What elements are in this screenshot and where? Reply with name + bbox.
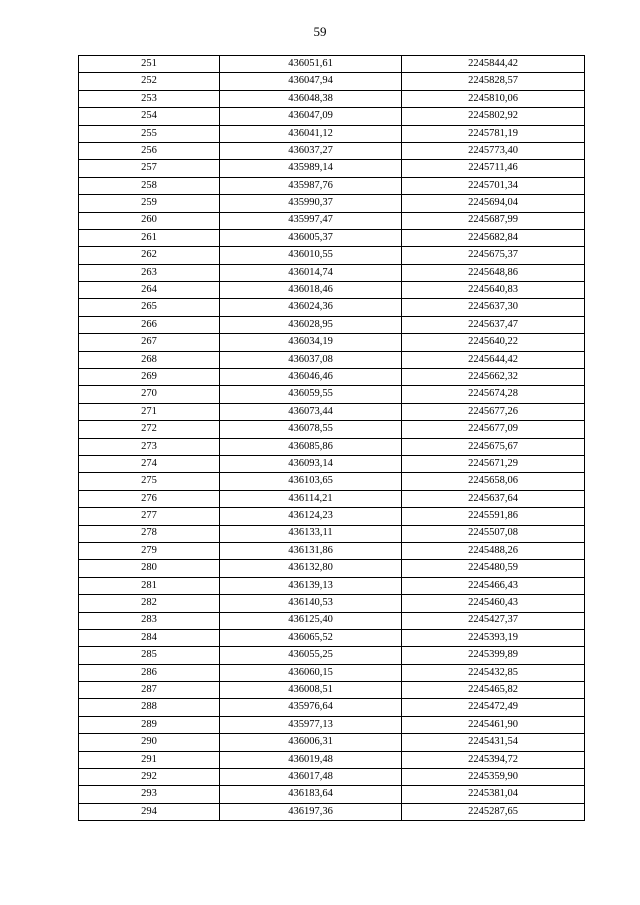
point-number-cell: 272 — [79, 421, 220, 438]
table-row — [79, 177, 585, 194]
x-coordinate-cell: 436047,94 — [220, 73, 402, 90]
table-row — [79, 421, 585, 438]
point-number-cell: 252 — [79, 73, 220, 90]
point-number-cell: 269 — [79, 369, 220, 386]
table-row — [79, 542, 585, 559]
point-number-cell: 262 — [79, 247, 220, 264]
table-row — [79, 769, 585, 786]
y-coordinate-cell: 2245844,42 — [402, 56, 585, 73]
x-coordinate-cell: 436093,14 — [220, 455, 402, 472]
point-number-cell: 261 — [79, 229, 220, 246]
x-coordinate-cell: 436131,86 — [220, 542, 402, 559]
table-row — [79, 751, 585, 768]
point-number-cell: 271 — [79, 403, 220, 420]
point-number-cell: 251 — [79, 56, 220, 73]
y-coordinate-cell: 2245677,09 — [402, 421, 585, 438]
x-coordinate-cell: 436140,53 — [220, 595, 402, 612]
x-coordinate-cell: 436037,08 — [220, 351, 402, 368]
coordinates-table-body — [79, 56, 585, 821]
point-number-cell: 255 — [79, 125, 220, 142]
x-coordinate-cell: 436006,31 — [220, 734, 402, 751]
x-coordinate-cell: 436125,40 — [220, 612, 402, 629]
point-number-cell: 257 — [79, 160, 220, 177]
table-row — [79, 316, 585, 333]
point-number-cell: 280 — [79, 560, 220, 577]
table-row — [79, 716, 585, 733]
table-row — [79, 647, 585, 664]
table-row — [79, 803, 585, 820]
point-number-cell: 256 — [79, 142, 220, 159]
y-coordinate-cell: 2245399,89 — [402, 647, 585, 664]
table-row — [79, 90, 585, 107]
x-coordinate-cell: 436073,44 — [220, 403, 402, 420]
y-coordinate-cell: 2245640,22 — [402, 334, 585, 351]
table-row — [79, 369, 585, 386]
y-coordinate-cell: 2245393,19 — [402, 629, 585, 646]
y-coordinate-cell: 2245637,64 — [402, 490, 585, 507]
y-coordinate-cell: 2245677,26 — [402, 403, 585, 420]
table-row — [79, 664, 585, 681]
table-row — [79, 490, 585, 507]
point-number-cell: 258 — [79, 177, 220, 194]
y-coordinate-cell: 2245637,30 — [402, 299, 585, 316]
y-coordinate-cell: 2245472,49 — [402, 699, 585, 716]
x-coordinate-cell: 436018,46 — [220, 282, 402, 299]
y-coordinate-cell: 2245701,34 — [402, 177, 585, 194]
table-row — [79, 682, 585, 699]
table-row — [79, 212, 585, 229]
point-number-cell: 292 — [79, 769, 220, 786]
table-row — [79, 525, 585, 542]
table-row — [79, 229, 585, 246]
point-number-cell: 274 — [79, 455, 220, 472]
point-number-cell: 287 — [79, 682, 220, 699]
table-row — [79, 455, 585, 472]
point-number-cell: 293 — [79, 786, 220, 803]
x-coordinate-cell: 436046,46 — [220, 369, 402, 386]
y-coordinate-cell: 2245644,42 — [402, 351, 585, 368]
x-coordinate-cell: 436133,11 — [220, 525, 402, 542]
y-coordinate-cell: 2245658,06 — [402, 473, 585, 490]
point-number-cell: 266 — [79, 316, 220, 333]
y-coordinate-cell: 2245682,84 — [402, 229, 585, 246]
table-row — [79, 282, 585, 299]
coordinates-table — [78, 55, 585, 821]
y-coordinate-cell: 2245675,37 — [402, 247, 585, 264]
x-coordinate-cell: 436065,52 — [220, 629, 402, 646]
table-row — [79, 334, 585, 351]
y-coordinate-cell: 2245694,04 — [402, 195, 585, 212]
x-coordinate-cell: 436034,19 — [220, 334, 402, 351]
x-coordinate-cell: 436132,80 — [220, 560, 402, 577]
point-number-cell: 282 — [79, 595, 220, 612]
x-coordinate-cell: 435987,76 — [220, 177, 402, 194]
y-coordinate-cell: 2245287,65 — [402, 803, 585, 820]
point-number-cell: 286 — [79, 664, 220, 681]
x-coordinate-cell: 436014,74 — [220, 264, 402, 281]
table-row — [79, 629, 585, 646]
x-coordinate-cell: 436008,51 — [220, 682, 402, 699]
y-coordinate-cell: 2245674,28 — [402, 386, 585, 403]
table-row — [79, 299, 585, 316]
point-number-cell: 294 — [79, 803, 220, 820]
table-row — [79, 56, 585, 73]
x-coordinate-cell: 436060,15 — [220, 664, 402, 681]
y-coordinate-cell: 2245640,83 — [402, 282, 585, 299]
y-coordinate-cell: 2245507,08 — [402, 525, 585, 542]
y-coordinate-cell: 2245675,67 — [402, 438, 585, 455]
y-coordinate-cell: 2245637,47 — [402, 316, 585, 333]
y-coordinate-cell: 2245427,37 — [402, 612, 585, 629]
point-number-cell: 270 — [79, 386, 220, 403]
point-number-cell: 277 — [79, 508, 220, 525]
point-number-cell: 259 — [79, 195, 220, 212]
point-number-cell: 275 — [79, 473, 220, 490]
table-row — [79, 786, 585, 803]
table-row — [79, 699, 585, 716]
point-number-cell: 278 — [79, 525, 220, 542]
x-coordinate-cell: 436017,48 — [220, 769, 402, 786]
point-number-cell: 290 — [79, 734, 220, 751]
y-coordinate-cell: 2245648,86 — [402, 264, 585, 281]
table-row — [79, 351, 585, 368]
y-coordinate-cell: 2245662,32 — [402, 369, 585, 386]
y-coordinate-cell: 2245810,06 — [402, 90, 585, 107]
y-coordinate-cell: 2245671,29 — [402, 455, 585, 472]
y-coordinate-cell: 2245591,86 — [402, 508, 585, 525]
x-coordinate-cell: 436019,48 — [220, 751, 402, 768]
y-coordinate-cell: 2245781,19 — [402, 125, 585, 142]
x-coordinate-cell: 436028,95 — [220, 316, 402, 333]
point-number-cell: 263 — [79, 264, 220, 281]
y-coordinate-cell: 2245431,54 — [402, 734, 585, 751]
x-coordinate-cell: 436005,37 — [220, 229, 402, 246]
y-coordinate-cell: 2245394,72 — [402, 751, 585, 768]
x-coordinate-cell: 436059,55 — [220, 386, 402, 403]
point-number-cell: 281 — [79, 577, 220, 594]
x-coordinate-cell: 436047,09 — [220, 108, 402, 125]
x-coordinate-cell: 436051,61 — [220, 56, 402, 73]
table-row — [79, 160, 585, 177]
x-coordinate-cell: 435977,13 — [220, 716, 402, 733]
point-number-cell: 289 — [79, 716, 220, 733]
table-row — [79, 508, 585, 525]
point-number-cell: 260 — [79, 212, 220, 229]
table-row — [79, 73, 585, 90]
y-coordinate-cell: 2245461,90 — [402, 716, 585, 733]
table-row — [79, 247, 585, 264]
x-coordinate-cell: 436048,38 — [220, 90, 402, 107]
x-coordinate-cell: 436037,27 — [220, 142, 402, 159]
y-coordinate-cell: 2245466,43 — [402, 577, 585, 594]
x-coordinate-cell: 436114,21 — [220, 490, 402, 507]
point-number-cell: 288 — [79, 699, 220, 716]
y-coordinate-cell: 2245432,85 — [402, 664, 585, 681]
x-coordinate-cell: 436183,64 — [220, 786, 402, 803]
y-coordinate-cell: 2245381,04 — [402, 786, 585, 803]
x-coordinate-cell: 436024,36 — [220, 299, 402, 316]
point-number-cell: 267 — [79, 334, 220, 351]
x-coordinate-cell: 436197,36 — [220, 803, 402, 820]
point-number-cell: 253 — [79, 90, 220, 107]
point-number-cell: 268 — [79, 351, 220, 368]
y-coordinate-cell: 2245711,46 — [402, 160, 585, 177]
y-coordinate-cell: 2245460,43 — [402, 595, 585, 612]
y-coordinate-cell: 2245488,26 — [402, 542, 585, 559]
table-row — [79, 386, 585, 403]
x-coordinate-cell: 436010,55 — [220, 247, 402, 264]
table-row — [79, 612, 585, 629]
y-coordinate-cell: 2245687,99 — [402, 212, 585, 229]
page-number: 59 — [313, 24, 327, 39]
x-coordinate-cell: 436078,55 — [220, 421, 402, 438]
x-coordinate-cell: 436041,12 — [220, 125, 402, 142]
table-row — [79, 142, 585, 159]
table-row — [79, 438, 585, 455]
x-coordinate-cell: 435976,64 — [220, 699, 402, 716]
point-number-cell: 276 — [79, 490, 220, 507]
point-number-cell: 264 — [79, 282, 220, 299]
point-number-cell: 285 — [79, 647, 220, 664]
x-coordinate-cell: 436139,13 — [220, 577, 402, 594]
table-row — [79, 403, 585, 420]
x-coordinate-cell: 435990,37 — [220, 195, 402, 212]
y-coordinate-cell: 2245828,57 — [402, 73, 585, 90]
x-coordinate-cell: 436103,65 — [220, 473, 402, 490]
table-row — [79, 595, 585, 612]
point-number-cell: 254 — [79, 108, 220, 125]
y-coordinate-cell: 2245773,40 — [402, 142, 585, 159]
table-row — [79, 125, 585, 142]
table-row — [79, 473, 585, 490]
y-coordinate-cell: 2245802,92 — [402, 108, 585, 125]
point-number-cell: 283 — [79, 612, 220, 629]
point-number-cell: 279 — [79, 542, 220, 559]
x-coordinate-cell: 436055,25 — [220, 647, 402, 664]
table-row — [79, 560, 585, 577]
table-row — [79, 264, 585, 281]
table-row — [79, 734, 585, 751]
point-number-cell: 284 — [79, 629, 220, 646]
x-coordinate-cell: 436124,23 — [220, 508, 402, 525]
table-row — [79, 195, 585, 212]
x-coordinate-cell: 436085,86 — [220, 438, 402, 455]
y-coordinate-cell: 2245480,59 — [402, 560, 585, 577]
table-row — [79, 577, 585, 594]
point-number-cell: 273 — [79, 438, 220, 455]
y-coordinate-cell: 2245465,82 — [402, 682, 585, 699]
table-row — [79, 108, 585, 125]
x-coordinate-cell: 435989,14 — [220, 160, 402, 177]
x-coordinate-cell: 435997,47 — [220, 212, 402, 229]
y-coordinate-cell: 2245359,90 — [402, 769, 585, 786]
point-number-cell: 291 — [79, 751, 220, 768]
point-number-cell: 265 — [79, 299, 220, 316]
